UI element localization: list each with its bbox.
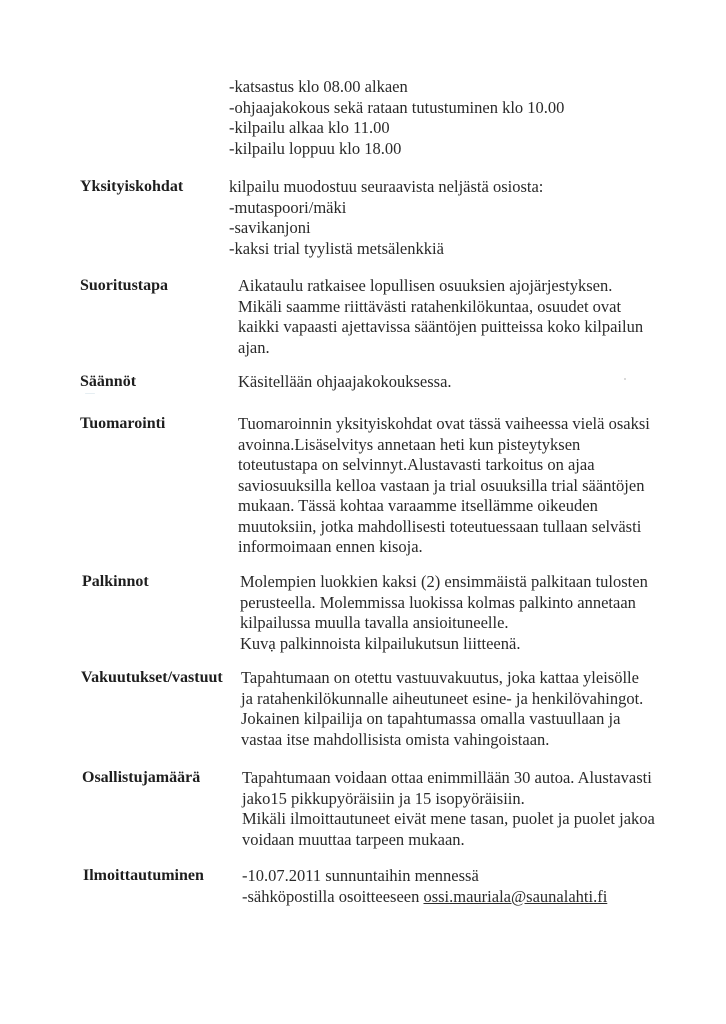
section-label-vakuutukset: Vakuutukset/vastuut [81, 669, 223, 686]
text-line: Kuvạ palkinnoista kilpailukutsun liitteenä. [240, 633, 521, 653]
text-line: -10.07.2011 sunnuntaihin mennessä [242, 866, 479, 885]
text-line: -mutaspoori/mäki [229, 197, 347, 217]
text-line: muutoksiin, jotka mahdollisesti toteutuessaan tullaan selvästi [238, 516, 642, 536]
text-line: Mikäli ilmoittautuneet eivät mene tasan, puolet ja puolet jakoa [242, 809, 655, 828]
text-line: avoinna.Lisäselvitys annetaan heti kun pisteytyksen [238, 434, 581, 454]
text-line: toteutustapa on selvinnyt.Alustavasti tarkoitus on ajaa [238, 455, 595, 474]
section-body-palkinnot [240, 572, 648, 654]
text-line: ja ratahenkilökunnalle aiheutuneet esine- ja henkilövahingot. [241, 688, 644, 708]
text-line: kilpailussa muulla tavalla ansioituneelle. [240, 613, 509, 632]
text-line: vastaa itse mahdollisista omista vahingoistaan. [241, 729, 550, 749]
section-body-osallistujamaara [242, 768, 655, 850]
text-line: informoimaan ennen kisoja. [238, 537, 423, 556]
text-line: -kaksi trial tyylistä metsälenkkiä [229, 238, 444, 258]
section-label-osallistujamaara: Osallistujamäärä [82, 769, 201, 786]
section-label-yksityiskohdat: Yksityiskohdat [80, 178, 184, 195]
section-body-tuomarointi [238, 414, 650, 558]
section-body-ilmoittautuminen [242, 866, 607, 907]
text-line: voidaan muuttaa tarpeen mukaan. [242, 829, 465, 849]
text-line: Jokainen kilpailija on tapahtumassa omalla vastuullaan ja [241, 709, 621, 728]
email-link[interactable]: ossi.mauriala@saunalahti.fi [423, 886, 608, 906]
text-line: Tuomaroinnin yksityiskohdat ovat tässä vaiheessa vielä osaksi [238, 414, 650, 433]
text-line: kaikki vapaasti ajettavissa sääntöjen puitteissa koko kilpailun [238, 317, 644, 336]
scan-speck [85, 393, 95, 394]
text-line: ajan. [238, 337, 270, 357]
text-line: Käsitellään ohjaajakokouksessa. [238, 372, 452, 391]
section-label-ilmoittautuminen: Ilmoittautuminen [83, 867, 204, 884]
schedule-list [229, 77, 564, 159]
schedule-item: -ohjaajakokous sekä rataan tutustuminen klo 10.00 [229, 97, 565, 117]
schedule-item: -kilpailu loppuu klo 18.00 [229, 138, 402, 158]
text-line: Tapahtumaan on otettu vastuuvakuutus, joka kattaa yleisölle [241, 668, 639, 687]
section-label-saannot: Säännöt [80, 373, 137, 390]
text-line: jako15 pikkupyöräisiin ja 15 isopyöräisiin. [242, 788, 525, 808]
text-line: saviosuuksilla kelloa vastaan ja trial osuuksilla trial sääntöjen [238, 475, 645, 495]
schedule-item: -katsastus klo 08.00 alkaen [229, 77, 408, 96]
text-line: perusteella. Molemmissa luokissa kolmas palkinto annetaan [240, 592, 636, 612]
text-line: -savikanjoni [229, 218, 311, 237]
email-prefix: -sähköpostilla osoitteeseen [242, 886, 424, 906]
section-body-vakuutukset [241, 668, 643, 750]
schedule-item: -kilpailu alkaa klo 11.00 [229, 118, 390, 137]
section-body-suoritustapa [238, 276, 643, 358]
text-line: Mikäli saamme riittävästi ratahenkilökuntaa, osuudet ovat [238, 296, 622, 316]
section-label-tuomarointi: Tuomarointi [80, 415, 166, 432]
text-line: Molempien luokkien kaksi (2) ensimmäistä palkitaan tulosten [240, 572, 648, 591]
section-label-palkinnot: Palkinnot [82, 573, 149, 590]
scan-speck [624, 378, 626, 380]
email-line [242, 887, 607, 908]
text-line: Aikataulu ratkaisee lopullisen osuuksien ajojärjestyksen. [238, 276, 613, 295]
section-body-saannot [238, 372, 452, 393]
text-line: Tapahtumaan voidaan ottaa enimmillään 30 autoa. Alustavasti [242, 768, 652, 787]
text-line: mukaan. Tässä kohtaa varaamme itsellämme oikeuden [238, 496, 598, 515]
section-body-yksityiskohdat [229, 177, 543, 259]
section-label-suoritustapa: Suoritustapa [80, 277, 169, 294]
text-line: kilpailu muodostuu seuraavista neljästä osiosta: [229, 177, 544, 196]
